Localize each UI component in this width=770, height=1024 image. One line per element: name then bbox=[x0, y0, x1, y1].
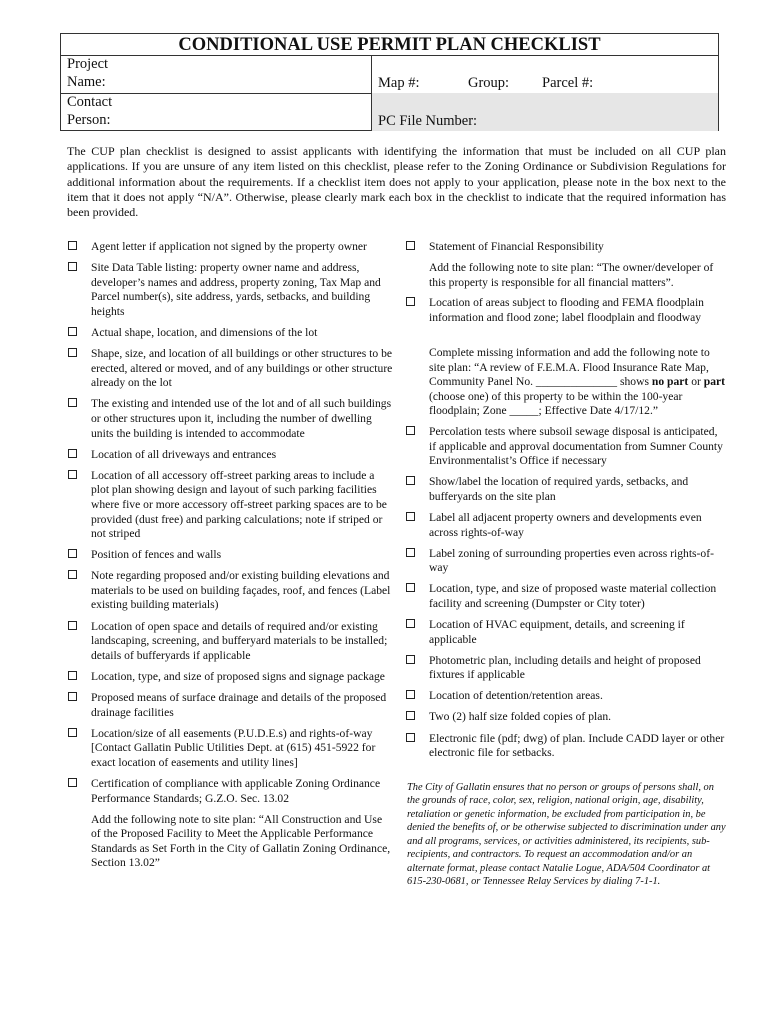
checklist-item: Percolation tests where subsoil sewage disposal is anticipated, if applicable and approval documentation from Sumner County Environmentalist’s Office if necessary bbox=[405, 425, 727, 469]
checkbox[interactable] bbox=[406, 690, 415, 699]
header-table bbox=[60, 33, 719, 131]
checkbox[interactable] bbox=[406, 711, 415, 720]
pc-file-number-field[interactable] bbox=[372, 93, 718, 131]
map-label: Map #: bbox=[378, 75, 420, 91]
checkbox[interactable] bbox=[406, 512, 415, 521]
checklist-item: The existing and intended use of the lot and of all such buildings or other structures upon it, including the number of dwelling units the building is intended to accommodate bbox=[67, 397, 393, 441]
checkbox[interactable] bbox=[68, 692, 77, 701]
checklist-item: Show/label the location of required yards, setbacks, and bufferyards on the site plan bbox=[405, 475, 727, 504]
intro-paragraph: The CUP plan checklist is designed to assist applicants with identifying the information that must be included on all CUP plan applications. If you are unsure of any item listed on this checklist, please refer to the Zoning Ordinance or Subdivision Regulations for additional information about the requirements. If a checklist item does not apply to your application, please note in the box next to the item that it does not apply “N/A”. Otherwise, please clearly mark each box in the checklist to indicate that the required information has been provided. bbox=[67, 144, 726, 220]
checkbox[interactable] bbox=[406, 733, 415, 742]
floodplain-note: Complete missing information and add the following note to site plan: “A review of F.E.M.A. Flood Insurance Rate Map, Community Panel No. ______________ shows no part or part (choose one) of this property to be within the 100-year floodplain; Zone _____; Effective Date 4/17/12.” bbox=[429, 345, 726, 418]
checkbox[interactable] bbox=[68, 778, 77, 787]
nondiscrimination-statement: The City of Gallatin ensures that no person or groups of persons shall, on the grounds of race, color, sex, religion, national origin, age, disability, retaliation or genetic information, be excluded from participation in, be denied the benefits of, or be otherwise subjected to discrimination under any and all programs, services, or activities administered, its recipients, sub-recipients, and contractors. To request an accommodation and/or an alternate format, please contact Natalie Logue, ADA/504 Coordinator at 615-230-0681, or Tennessee Relay Services by dialing 7-1-1. bbox=[407, 781, 726, 888]
checklist-left-column bbox=[67, 240, 393, 877]
checklist-item: Two (2) half size folded copies of plan. bbox=[405, 710, 727, 725]
checkbox[interactable] bbox=[406, 655, 415, 664]
contact-person-field[interactable] bbox=[61, 93, 372, 131]
project-row bbox=[61, 55, 718, 94]
checklist-item: Location of HVAC equipment, details, and screening if applicable bbox=[405, 618, 727, 647]
form-title: CONDITIONAL USE PERMIT PLAN CHECKLIST bbox=[61, 34, 718, 56]
checkbox[interactable] bbox=[68, 570, 77, 579]
checkbox[interactable] bbox=[406, 619, 415, 628]
checklist-item: Location of all accessory off-street parking areas to include a plot plan showing design and layout of such parking facilities where five or more accessory off-street parking spaces are to be provided (dust free) and parking calculations; note if striped or not striped bbox=[67, 469, 393, 542]
checkbox[interactable] bbox=[68, 449, 77, 458]
checklist-item: Location of detention/retention areas. bbox=[405, 689, 727, 704]
checklist-item: Position of fences and walls bbox=[67, 548, 393, 563]
checklist-item: Agent letter if application not signed by the property owner bbox=[67, 240, 393, 255]
performance-standards-note: Add the following note to site plan: “All Construction and Use of the Proposed Facility to Meet the Applicable Performance Standards as Set Forth in the City of Gallatin Zoning Ordinance, Section 13.02” bbox=[91, 812, 391, 870]
checkbox[interactable] bbox=[68, 621, 77, 630]
checkbox[interactable] bbox=[68, 470, 77, 479]
checkbox[interactable] bbox=[68, 262, 77, 271]
map-group-parcel-field[interactable] bbox=[372, 55, 718, 93]
checklist-item: Location of all driveways and entrances bbox=[67, 448, 393, 463]
financial-note: Add the following note to site plan: “The owner/developer of this property is responsible for all financial matters”. bbox=[429, 261, 714, 289]
parcel-label: Parcel #: bbox=[542, 75, 594, 91]
checkbox[interactable] bbox=[68, 327, 77, 336]
checklist-item: Certification of compliance with applicable Zoning Ordinance Performance Standards; G.Z.O. Sec. 13.02 bbox=[67, 777, 393, 806]
group-label: Group: bbox=[468, 75, 510, 91]
checklist-right-column bbox=[405, 240, 727, 889]
checkbox[interactable] bbox=[406, 241, 415, 250]
contact-row bbox=[61, 93, 718, 131]
checkbox[interactable] bbox=[406, 548, 415, 557]
checkbox[interactable] bbox=[406, 583, 415, 592]
checkbox[interactable] bbox=[68, 728, 77, 737]
checklist-item: Location, type, and size of proposed signs and signage package bbox=[67, 670, 393, 685]
checkbox[interactable] bbox=[406, 297, 415, 306]
project-name-field[interactable] bbox=[61, 55, 372, 93]
checkbox[interactable] bbox=[68, 398, 77, 407]
checklist-item: Label all adjacent property owners and developments even across rights-of-way bbox=[405, 511, 727, 540]
checkbox[interactable] bbox=[406, 476, 415, 485]
person-label: Person: bbox=[67, 112, 111, 128]
checkbox[interactable] bbox=[68, 671, 77, 680]
contact-label: Contact bbox=[67, 94, 113, 110]
checklist-item: Proposed means of surface drainage and details of the proposed drainage facilities bbox=[67, 691, 393, 720]
checklist-item: Note regarding proposed and/or existing building elevations and materials to be used on building façades, roof, and fences (Label existing building materials) bbox=[67, 569, 393, 613]
checklist-item: Actual shape, location, and dimensions of the lot bbox=[67, 326, 393, 341]
checklist-item: Photometric plan, including details and height of proposed fixtures if applicable bbox=[405, 654, 727, 683]
checklist-item: Site Data Table listing: property owner name and address, developer’s names and address, property zoning, Tax Map and Parcel number(s), site address, yards, setbacks, and building heights bbox=[67, 261, 393, 319]
checklist-item: Label zoning of surrounding properties even across rights-of-way bbox=[405, 547, 727, 576]
checkbox[interactable] bbox=[406, 426, 415, 435]
checklist-item: Location/size of all easements (P.U.D.E.s) and rights-of-way [Contact Gallatin Public Utilities Dept. at (615) 451-5922 for exact location of easements and utility lines] bbox=[67, 727, 393, 771]
checklist-item: Electronic file (pdf; dwg) of plan. Include CADD layer or other electronic file for setbacks. bbox=[405, 732, 727, 761]
checkbox[interactable] bbox=[68, 549, 77, 558]
name-label: Name: bbox=[67, 74, 106, 90]
checklist-item: Location, type, and size of proposed waste material collection facility and screening (Dumpster or City toter) bbox=[405, 582, 727, 611]
pc-file-label: PC File Number: bbox=[378, 113, 478, 129]
checkbox[interactable] bbox=[68, 241, 77, 250]
checkbox[interactable] bbox=[68, 348, 77, 357]
checklist-item: Location of open space and details of required and/or existing landscaping, screening, and bufferyard materials to be installed; details of bufferyards if applicable bbox=[67, 620, 393, 664]
project-label: Project bbox=[67, 56, 109, 72]
checklist-item: Shape, size, and location of all buildings or other structures to be erected, altered or moved, and of any buildings or other structure already on the lot bbox=[67, 347, 393, 391]
checklist-item: Location of areas subject to flooding and FEMA floodplain information and flood zone; label floodplain and floodway bbox=[405, 296, 727, 325]
checklist-item: Statement of Financial Responsibility bbox=[405, 240, 727, 255]
